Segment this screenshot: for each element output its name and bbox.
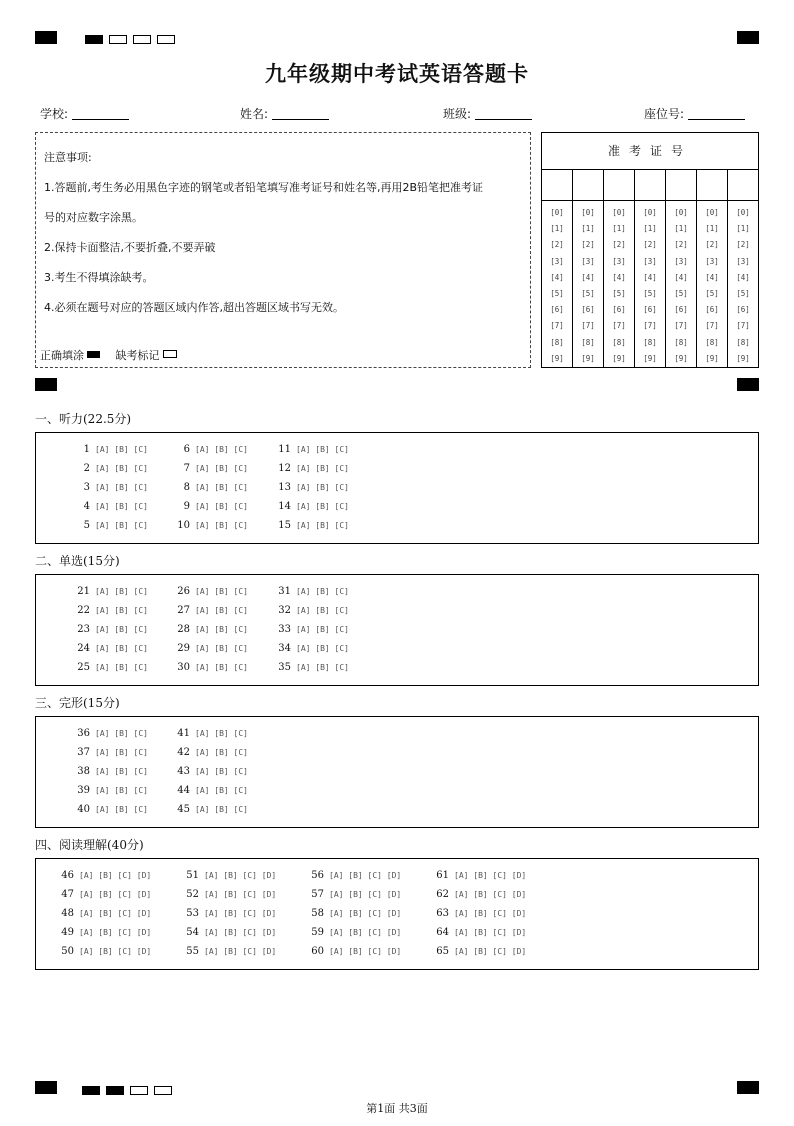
answer-options[interactable]: [A] [B] [C] [D]: [79, 909, 152, 918]
answer-options[interactable]: [A] [B] [C] [D]: [329, 928, 402, 937]
answer-options[interactable]: [A] [B] [C] [D]: [454, 909, 527, 918]
digit-bubble[interactable]: [4]: [612, 272, 626, 282]
answer-options[interactable]: [A] [B] [C]: [195, 644, 248, 653]
digit-bubble[interactable]: [3]: [705, 256, 719, 266]
answer-options[interactable]: [A] [B] [C]: [195, 445, 248, 454]
question-number: 25: [77, 662, 90, 673]
answer-options[interactable]: [A] [B] [C]: [296, 606, 349, 615]
digit-bubble[interactable]: [6]: [674, 305, 688, 315]
class-line[interactable]: [475, 107, 532, 120]
digit-bubble[interactable]: [1]: [643, 224, 657, 234]
answer-options[interactable]: [A] [B] [C]: [296, 663, 349, 672]
digit-bubbles: [635, 201, 665, 367]
digit-bubble[interactable]: [5]: [643, 288, 657, 298]
digit-bubble[interactable]: [5]: [674, 288, 688, 298]
answer-options[interactable]: [A] [B] [C]: [296, 483, 349, 492]
question-number: 60: [311, 946, 324, 957]
digit-bubble[interactable]: [1]: [581, 224, 595, 234]
admission-column: [697, 170, 728, 368]
digit-bubble[interactable]: [7]: [581, 321, 595, 331]
digit-bubble[interactable]: [4]: [705, 272, 719, 282]
name-line[interactable]: [272, 107, 329, 120]
digit-bubble[interactable]: [0]: [612, 208, 626, 217]
answer-options[interactable]: [A] [B] [C]: [95, 606, 148, 615]
answer-options[interactable]: [A] [B] [C]: [95, 805, 148, 814]
notes-heading: 注意事项:: [44, 151, 92, 164]
corner-mark-bottom-right: [737, 1081, 759, 1094]
timing-mark: [82, 1086, 100, 1095]
digit-bubble[interactable]: [2]: [612, 240, 626, 250]
question-number: 49: [61, 927, 74, 938]
answer-options[interactable]: [A] [B] [C] [D]: [329, 871, 402, 880]
question-number: 51: [186, 870, 199, 881]
question-number: 14: [278, 501, 291, 512]
digit-bubble[interactable]: [8]: [581, 337, 595, 347]
answer-options[interactable]: [A] [B] [C]: [95, 445, 148, 454]
answer-options[interactable]: [A] [B] [C]: [95, 464, 148, 473]
question-number: 24: [77, 643, 90, 654]
answer-options[interactable]: [A] [B] [C]: [95, 748, 148, 757]
question-number: 42: [177, 747, 190, 758]
section-title: 二、单选(15分): [35, 554, 120, 568]
digit-bubble[interactable]: [0]: [581, 208, 595, 217]
corner-mark-top-right: [737, 31, 759, 44]
digit-bubbles: [604, 201, 634, 367]
question-number: 7: [183, 463, 190, 474]
admission-column: [542, 170, 573, 368]
timing-mark: [157, 35, 175, 44]
question-number: 22: [77, 605, 90, 616]
question-number: 43: [177, 766, 190, 777]
question-number: 31: [278, 586, 291, 597]
digit-bubble[interactable]: [9]: [550, 353, 564, 363]
class-label: 班级:: [443, 107, 472, 121]
question-number: 65: [436, 946, 449, 957]
section-title: 三、完形(15分): [35, 696, 120, 710]
digit-bubble[interactable]: [5]: [550, 288, 564, 298]
question-number: 46: [61, 870, 74, 881]
answer-options[interactable]: [A] [B] [C] [D]: [204, 928, 277, 937]
section-title: 一、听力(22.5分): [35, 412, 132, 426]
question-number: 53: [186, 908, 199, 919]
digit-bubbles: [697, 201, 727, 367]
question-number: 15: [278, 520, 291, 531]
answer-options[interactable]: [A] [B] [C] [D]: [204, 909, 277, 918]
question-number: 44: [177, 785, 190, 796]
timing-mark: [106, 1086, 124, 1095]
answer-options[interactable]: [A] [B] [C]: [195, 663, 248, 672]
digit-bubbles: [728, 201, 758, 367]
digit-bubble[interactable]: [7]: [736, 321, 750, 331]
question-number: 47: [61, 889, 74, 900]
notes-line: 号的对应数字涂黑。: [44, 211, 143, 224]
digit-bubble[interactable]: [0]: [674, 208, 688, 217]
digit-bubble[interactable]: [9]: [581, 353, 595, 363]
question-number: 4: [83, 501, 90, 512]
question-number: 6: [183, 444, 190, 455]
question-number: 35: [278, 662, 291, 673]
digit-bubble[interactable]: [7]: [705, 321, 719, 331]
admission-digit-write-box[interactable]: [697, 170, 727, 201]
answer-options[interactable]: [A] [B] [C]: [296, 445, 349, 454]
page-title: 九年级期中考试英语答题卡: [265, 62, 529, 86]
admission-column: [728, 170, 758, 368]
digit-bubble[interactable]: [9]: [674, 353, 688, 363]
digit-bubble[interactable]: [9]: [612, 353, 626, 363]
question-number: 9: [183, 501, 190, 512]
answer-options[interactable]: [A] [B] [C]: [195, 767, 248, 776]
digit-bubble[interactable]: [5]: [612, 288, 626, 298]
answer-options[interactable]: [A] [B] [C]: [195, 587, 248, 596]
question-number: 52: [186, 889, 199, 900]
question-number: 59: [311, 927, 324, 938]
digit-bubble[interactable]: [2]: [705, 240, 719, 250]
admission-number-grid: [541, 132, 759, 368]
corner-mark-bottom-left: [35, 1081, 57, 1094]
digit-bubble[interactable]: [8]: [705, 337, 719, 347]
legend: [40, 347, 177, 363]
answer-options[interactable]: [A] [B] [C]: [95, 502, 148, 511]
question-number: 57: [311, 889, 324, 900]
answer-options[interactable]: [A] [B] [C]: [95, 644, 148, 653]
question-number: 26: [177, 586, 190, 597]
digit-bubble[interactable]: [9]: [705, 353, 719, 363]
notes-line: 1.答题前,考生务必用黑色字迹的钢笔或者铅笔填写准考证号和姓名等,再用2B铅笔把准考证: [44, 181, 484, 194]
answer-options[interactable]: [A] [B] [C]: [195, 521, 248, 530]
answer-options[interactable]: [A] [B] [C] [D]: [79, 871, 152, 880]
answer-options[interactable]: [A] [B] [C]: [195, 483, 248, 492]
answer-options[interactable]: [A] [B] [C]: [95, 625, 148, 634]
answer-options[interactable]: [A] [B] [C]: [296, 464, 349, 473]
admission-digit-write-box[interactable]: [542, 170, 572, 201]
class-field[interactable]: [443, 105, 532, 122]
answer-options[interactable]: [A] [B] [C] [D]: [329, 909, 402, 918]
digit-bubble[interactable]: [0]: [736, 208, 750, 217]
digit-bubble[interactable]: [5]: [736, 288, 750, 298]
digit-bubble[interactable]: [7]: [612, 321, 626, 331]
answer-options[interactable]: [A] [B] [C]: [296, 644, 349, 653]
side-mark-left: [35, 378, 57, 391]
seat-line[interactable]: [688, 107, 745, 120]
digit-bubble[interactable]: [4]: [674, 272, 688, 282]
question-number: 39: [77, 785, 90, 796]
admission-digit-write-box[interactable]: [635, 170, 665, 201]
school-field[interactable]: [40, 105, 129, 122]
answer-options[interactable]: [A] [B] [C]: [296, 502, 349, 511]
answer-options[interactable]: [A] [B] [C] [D]: [79, 928, 152, 937]
answer-box: [35, 574, 759, 686]
digit-bubble[interactable]: [7]: [550, 321, 564, 331]
question-number: 29: [177, 643, 190, 654]
digit-bubbles: [573, 201, 603, 367]
answer-options[interactable]: [A] [B] [C] [D]: [79, 947, 152, 956]
admission-digit-write-box[interactable]: [666, 170, 696, 201]
timing-mark: [109, 35, 127, 44]
question-number: 27: [177, 605, 190, 616]
admission-heading: 准考证号: [542, 133, 758, 170]
question-number: 37: [77, 747, 90, 758]
answer-options[interactable]: [A] [B] [C]: [95, 587, 148, 596]
seat-label: 座位号:: [644, 107, 685, 121]
question-number: 64: [436, 927, 449, 938]
absent-mark-box[interactable]: [163, 350, 177, 358]
digit-bubble[interactable]: [2]: [550, 240, 564, 250]
answer-options[interactable]: [A] [B] [C]: [95, 729, 148, 738]
admission-digit-write-box[interactable]: [728, 170, 758, 201]
answer-options[interactable]: [A] [B] [C] [D]: [454, 871, 527, 880]
question-number: 58: [311, 908, 324, 919]
digit-bubble[interactable]: [4]: [643, 272, 657, 282]
digit-bubble[interactable]: [6]: [643, 305, 657, 315]
answer-options[interactable]: [A] [B] [C] [D]: [454, 890, 527, 899]
answer-options[interactable]: [A] [B] [C]: [296, 587, 349, 596]
digit-bubble[interactable]: [1]: [705, 224, 719, 234]
digit-bubble[interactable]: [0]: [550, 208, 564, 217]
digit-bubble[interactable]: [6]: [736, 305, 750, 315]
digit-bubble[interactable]: [1]: [736, 224, 750, 234]
digit-bubble[interactable]: [7]: [674, 321, 688, 331]
question-number: 56: [311, 870, 324, 881]
admission-column: [666, 170, 697, 368]
digit-bubble[interactable]: [3]: [581, 256, 595, 266]
digit-bubble[interactable]: [6]: [612, 305, 626, 315]
digit-bubble[interactable]: [5]: [581, 288, 595, 298]
digit-bubble[interactable]: [9]: [643, 353, 657, 363]
question-number: 28: [177, 624, 190, 635]
side-mark-right: [737, 378, 759, 391]
digit-bubble[interactable]: [1]: [550, 224, 564, 234]
digit-bubbles: [542, 201, 572, 367]
question-number: 45: [177, 804, 190, 815]
corner-mark-top-left: [35, 31, 57, 44]
answer-options[interactable]: [A] [B] [C]: [195, 625, 248, 634]
notes-box: [35, 132, 531, 368]
admission-columns: [542, 170, 758, 368]
question-number: 5: [83, 520, 90, 531]
digit-bubble[interactable]: [1]: [674, 224, 688, 234]
correct-fill-label: 正确填涂: [40, 349, 84, 362]
question-number: 41: [177, 728, 190, 739]
notes-line: 2.保持卡面整洁,不要折叠,不要弄破: [44, 241, 216, 254]
digit-bubble[interactable]: [3]: [643, 256, 657, 266]
question-number: 34: [278, 643, 291, 654]
answer-options[interactable]: [A] [B] [C] [D]: [454, 947, 527, 956]
answer-options[interactable]: [A] [B] [C]: [95, 483, 148, 492]
admission-column: [604, 170, 635, 368]
school-line[interactable]: [72, 107, 129, 120]
answer-options[interactable]: [A] [B] [C]: [195, 464, 248, 473]
digit-bubble[interactable]: [3]: [736, 256, 750, 266]
question-number: 12: [278, 463, 291, 474]
name-label: 姓名:: [240, 107, 269, 121]
question-number: 33: [278, 624, 291, 635]
timing-mark: [85, 35, 103, 44]
question-number: 1: [83, 444, 90, 455]
answer-box: [35, 432, 759, 544]
digit-bubble[interactable]: [4]: [550, 272, 564, 282]
answer-options[interactable]: [A] [B] [C] [D]: [204, 947, 277, 956]
question-number: 55: [186, 946, 199, 957]
question-number: 32: [278, 605, 291, 616]
question-number: 13: [278, 482, 291, 493]
name-field[interactable]: [240, 105, 329, 122]
timing-mark: [154, 1086, 172, 1095]
question-number: 11: [278, 444, 291, 455]
digit-bubble[interactable]: [5]: [705, 288, 719, 298]
answer-options[interactable]: [A] [B] [C]: [195, 502, 248, 511]
question-number: 23: [77, 624, 90, 635]
digit-bubbles: [666, 201, 696, 367]
admission-column: [573, 170, 604, 368]
question-number: 21: [77, 586, 90, 597]
question-number: 40: [77, 804, 90, 815]
question-number: 62: [436, 889, 449, 900]
answer-options[interactable]: [A] [B] [C] [D]: [204, 871, 277, 880]
answer-options[interactable]: [A] [B] [C]: [195, 729, 248, 738]
answer-options[interactable]: [A] [B] [C]: [195, 748, 248, 757]
digit-bubble[interactable]: [8]: [612, 337, 626, 347]
digit-bubble[interactable]: [2]: [674, 240, 688, 250]
digit-bubble[interactable]: [2]: [581, 240, 595, 250]
question-number: 8: [183, 482, 190, 493]
filled-box-icon: [87, 351, 100, 358]
answer-options[interactable]: [A] [B] [C]: [95, 663, 148, 672]
answer-box: [35, 858, 759, 970]
digit-bubble[interactable]: [8]: [550, 337, 564, 347]
question-number: 3: [83, 482, 90, 493]
answer-options[interactable]: [A] [B] [C]: [95, 521, 148, 530]
question-number: 30: [177, 662, 190, 673]
digit-bubble[interactable]: [0]: [705, 208, 719, 217]
absent-mark-label: 缺考标记: [115, 349, 160, 362]
admission-column: [635, 170, 666, 368]
digit-bubble[interactable]: [6]: [581, 305, 595, 315]
answer-options[interactable]: [A] [B] [C]: [296, 521, 349, 530]
notes-line: 3.考生不得填涂缺考。: [44, 271, 154, 284]
question-number: 2: [83, 463, 90, 474]
question-number: 48: [61, 908, 74, 919]
answer-options[interactable]: [A] [B] [C]: [296, 625, 349, 634]
answer-options[interactable]: [A] [B] [C] [D]: [329, 890, 402, 899]
school-label: 学校:: [40, 107, 69, 121]
timing-mark: [133, 35, 151, 44]
digit-bubble[interactable]: [7]: [643, 321, 657, 331]
digit-bubble[interactable]: [8]: [674, 337, 688, 347]
notes-line: 4.必须在题号对应的答题区域内作答,超出答题区域书写无效。: [44, 301, 344, 314]
admission-digit-write-box[interactable]: [604, 170, 634, 201]
digit-bubble[interactable]: [3]: [550, 256, 564, 266]
digit-bubble[interactable]: [6]: [550, 305, 564, 315]
answer-options[interactable]: [A] [B] [C]: [95, 786, 148, 795]
seat-field[interactable]: [644, 105, 745, 122]
digit-bubble[interactable]: [4]: [736, 272, 750, 282]
digit-bubble[interactable]: [3]: [674, 256, 688, 266]
answer-options[interactable]: [A] [B] [C] [D]: [454, 928, 527, 937]
answer-options[interactable]: [A] [B] [C] [D]: [204, 890, 277, 899]
admission-digit-write-box[interactable]: [573, 170, 603, 201]
question-number: 54: [186, 927, 199, 938]
digit-bubble[interactable]: [2]: [643, 240, 657, 250]
digit-bubble[interactable]: [1]: [612, 224, 626, 234]
answer-options[interactable]: [A] [B] [C] [D]: [79, 890, 152, 899]
question-number: 38: [77, 766, 90, 777]
question-number: 50: [61, 946, 74, 957]
answer-options[interactable]: [A] [B] [C] [D]: [329, 947, 402, 956]
answer-box: [35, 716, 759, 828]
digit-bubble[interactable]: [0]: [643, 208, 657, 217]
answer-options[interactable]: [A] [B] [C]: [195, 786, 248, 795]
digit-bubble[interactable]: [8]: [736, 337, 750, 347]
digit-bubble[interactable]: [2]: [736, 240, 750, 250]
digit-bubble[interactable]: [6]: [705, 305, 719, 315]
digit-bubble[interactable]: [3]: [612, 256, 626, 266]
answer-options[interactable]: [A] [B] [C]: [195, 606, 248, 615]
digit-bubble[interactable]: [4]: [581, 272, 595, 282]
digit-bubble[interactable]: [9]: [736, 353, 750, 363]
question-number: 36: [77, 728, 90, 739]
section-title: 四、阅读理解(40分): [35, 838, 144, 852]
timing-mark: [130, 1086, 148, 1095]
question-number: 61: [436, 870, 449, 881]
answer-options[interactable]: [A] [B] [C]: [195, 805, 248, 814]
question-number: 63: [436, 908, 449, 919]
digit-bubble[interactable]: [8]: [643, 337, 657, 347]
page-footer: 第1面 共3面: [366, 1102, 428, 1115]
question-number: 10: [177, 520, 190, 531]
answer-options[interactable]: [A] [B] [C]: [95, 767, 148, 776]
